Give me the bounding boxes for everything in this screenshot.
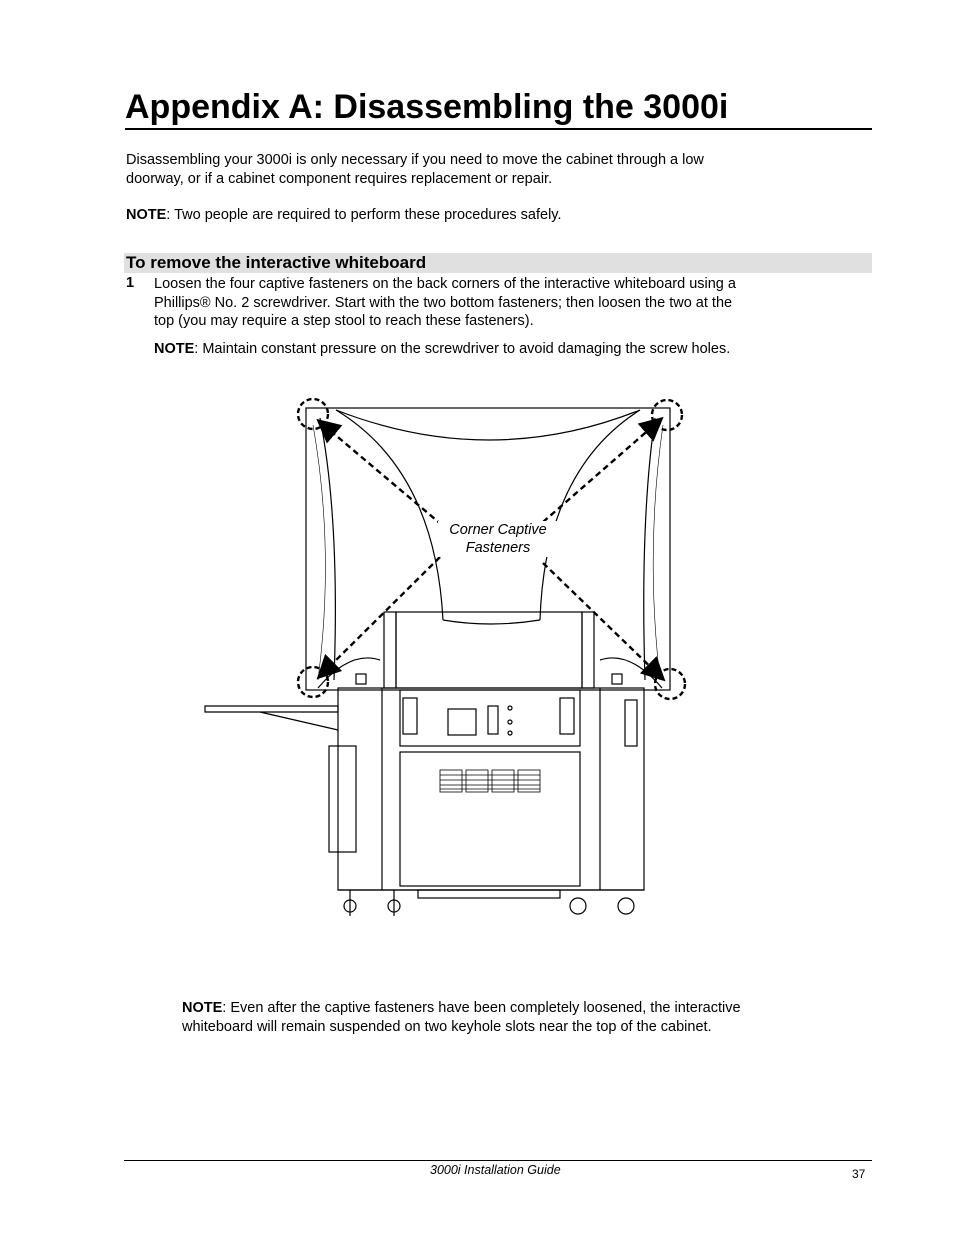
note-keyhole [182, 999, 802, 1036]
step-number: 1 [126, 275, 135, 291]
arrow-top-right [543, 420, 660, 522]
note-text: : Two people are required to perform these procedures safely. [166, 207, 562, 223]
side-bracket [329, 746, 356, 852]
note-text: : Maintain constant pressure on the screwdriver to avoid damaging the screw holes. [194, 341, 731, 357]
note-text: whiteboard will remain suspended on two keyhole slots near the top of the cabinet. [182, 1018, 712, 1035]
intro-paragraph [126, 151, 826, 188]
note-label: NOTE [154, 341, 195, 357]
step-line: Phillips® No. 2 screwdriver. Start with the two bottom fasteners; then loosen the two at the [154, 294, 733, 311]
fastener-circle [652, 400, 682, 430]
cabinet-door [400, 752, 580, 886]
intro-line: doorway, or if a cabinet component requires replacement or repair. [126, 170, 553, 187]
note-text: : Even after the captive fasteners have been completely loosened, the interactive [222, 1000, 741, 1016]
note-screwdriver [154, 340, 730, 359]
note-label: NOTE [126, 207, 167, 223]
note-safety [126, 206, 826, 225]
connector-panel [400, 690, 580, 746]
arrow-top-left [320, 422, 442, 525]
cabinet-illustration [200, 395, 690, 920]
note-label: NOTE [182, 1000, 223, 1016]
caption-line: Corner Captive [449, 522, 547, 538]
caster-wheel [618, 898, 634, 914]
page-title: Appendix A: Disassembling the 3000i [125, 86, 872, 130]
step-text [154, 275, 794, 331]
caster-wheel [570, 898, 586, 914]
caption-line: Fasteners [465, 540, 531, 556]
figure-caption [438, 521, 558, 557]
footer-title: 3000i Installation Guide [430, 1163, 561, 1177]
step-line: top (you may require a step stool to reach these fasteners). [154, 313, 534, 329]
intro-line: Disassembling your 3000i is only necessary if you need to move the cabinet through a low [126, 152, 704, 168]
page-number: 37 [852, 1167, 866, 1181]
mount-knob [356, 674, 366, 684]
arrow-bottom-left [320, 557, 440, 676]
side-shelf [205, 706, 338, 712]
footer-rule [124, 1160, 872, 1161]
vent-grille [440, 770, 540, 792]
step-line: Loosen the four captive fasteners on the back corners of the interactive whiteboard using a [154, 276, 736, 292]
mount-knob [612, 674, 622, 684]
section-heading: To remove the interactive whiteboard [126, 253, 427, 272]
whiteboard-curve-top [336, 410, 640, 440]
